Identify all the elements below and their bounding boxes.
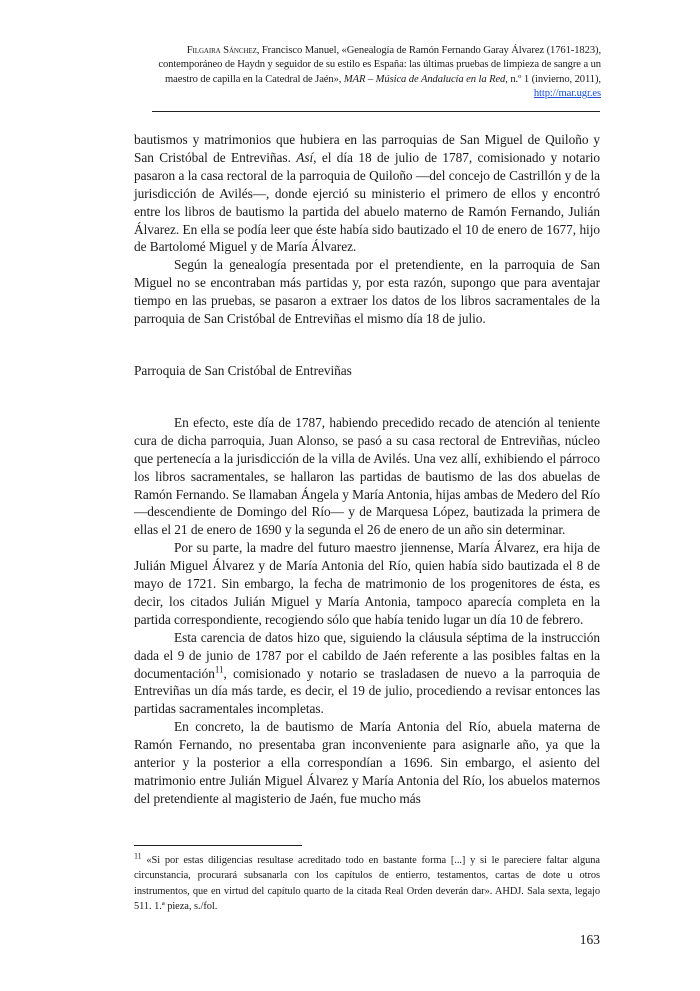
- paragraph-5-start: Esta carencia de datos hizo que, siguiendo la cláusula séptima de la instrucción dada el 9 de junio de 1787 por el cabildo de Jaén referente a las posibles faltas en la documentación: [134, 629, 600, 681]
- paragraph-1-italic: Así: [296, 149, 314, 165]
- header-rule: [152, 111, 600, 112]
- paragraph-2: Según la genealogía presentada por el pretendiente, en la parroquia de San Miguel no se encontraban más partidas y, por esta razón, supongo que para aventajar tiempo en las pruebas, se pasaron a extraer los datos de los libros sacramentales de la parroquia de San Cristóbal de Entreviñas el mismo día 18 de julio.: [134, 257, 600, 327]
- header-url-link[interactable]: http://mar.ugr.es: [533, 87, 601, 99]
- header-journal: MAR – Música de Andalucía en la Red: [343, 73, 506, 85]
- footnote-number: 11: [134, 851, 142, 861]
- paragraph-1-start: bautismos y matrimonios que hubiera en las parroquias de San Miguel de Quiloño y San Cristóbal de Entreviñas.: [134, 132, 600, 165]
- paragraph-5-end: , comisionado y notario se trasladasen de nuevo a la parroquia de Entreviñas un día más tarde, es decir, el 19 de julio, procediendo a revisar entonces las partidas sacramentales incompletas.: [134, 665, 600, 717]
- footnote-reference[interactable]: 11: [214, 664, 224, 675]
- paragraph-6: En concreto, la de bautismo de María Antonia del Río, abuela materna de Ramón Fernando, no presentaba gran inconveniente para asignarle año, ya que la anterior y la posterior a ella correspondían a 1696. Sin embargo, el asiento del matrimonio entre Julián Miguel Álvarez y María Antonia del Río, los abuelos maternos del pretendiente al magisterio de Jaén, fue mucho más: [134, 719, 600, 806]
- paragraph-1: [134, 131, 600, 256]
- footnote-text: «Si por estas diligencias resultase acreditado todo en bastante forma [...] y si le pareciere faltar alguna circunstancia, procurará subsanarla con los capítulos de entierro, testamentos, cartas de dote u otros instrumentos, que en virtud del capítulo quarto de la citada Real Orden deverán dar». AHDJ. Sala sexta, legajo 511. 1.ª pieza, s./fol.: [134, 855, 600, 912]
- header-author: Filgaira Sánchez: [186, 45, 257, 56]
- section-heading: Parroquia de San Cristóbal de Entreviñas: [134, 362, 352, 378]
- paragraph-4: Por su parte, la madre del futuro maestro jiennense, María Álvarez, era hija de Julián Miguel Álvarez y de María Antonia del Río, quien había sido bautizada el 8 de mayo de 1721. Sin embargo, la fecha de matrimonio de los progenitores de ésta, es decir, los citados Julián Miguel y María Antonia, tampoco aparecía completa en la partida correspondiente, recogiendo sólo que había tenido lugar un día 10 de febrero.: [134, 540, 600, 627]
- footnote-rule: [134, 845, 302, 846]
- header-issue: , n.º 1 (invierno, 2011),: [505, 73, 601, 85]
- paragraph-3: En efecto, este día de 1787, habiendo precedido recado de atención al teniente cura de dicha parroquia, Juan Alonso, se pasó a su casa rectoral de Entreviñas, núcleo que pertenecía a la jurisdicción de la villa de Avilés. Una vez allí, exhibiendo el párroco los libros sacramentales, se hallaron las partidas de bautismo de las dos abuelas de Ramón Fernando. Se llamaban Ángela y María Antonia, hijas ambas de Medero del Río —descendiente de Domingo del Río— y de Marquesa López, bautizada la primera de ellas el 21 de enero de 1690 y la segunda el 26 de enero de un año sin determinar.: [134, 414, 600, 538]
- paragraph-5: [134, 629, 600, 719]
- footnote: [134, 853, 600, 914]
- main-text: [134, 131, 600, 808]
- paragraph-1-end: , el día 18 de julio de 1787, comisionado y notario pasaron a la casa rectoral de la parroquia de Quiloño —del concejo de Castrillón y de la jurisdicción de Avilés—, donde ejerció su ministerio el primero de ellos y encontró entre los libros de bautismo la partida del abuelo materno de Ramón Fernando, Julián Álvarez. En ella se podía leer que éste había sido bautizado el 10 de enero de 1677, hijo de Bartolomé Miguel y de María Álvarez.: [134, 149, 601, 255]
- page-number: 163: [579, 932, 600, 947]
- running-header: [150, 44, 601, 101]
- header-citation: , Francisco Manuel, «Genealogía de Ramón Fernando Garay Álvarez (1761-1823), contemporáneo de Haydn y seguidor de su estilo es España: las últimas pruebas de limpieza de sangre a un maestro de capilla en la Catedral de Jaén»,: [158, 45, 601, 85]
